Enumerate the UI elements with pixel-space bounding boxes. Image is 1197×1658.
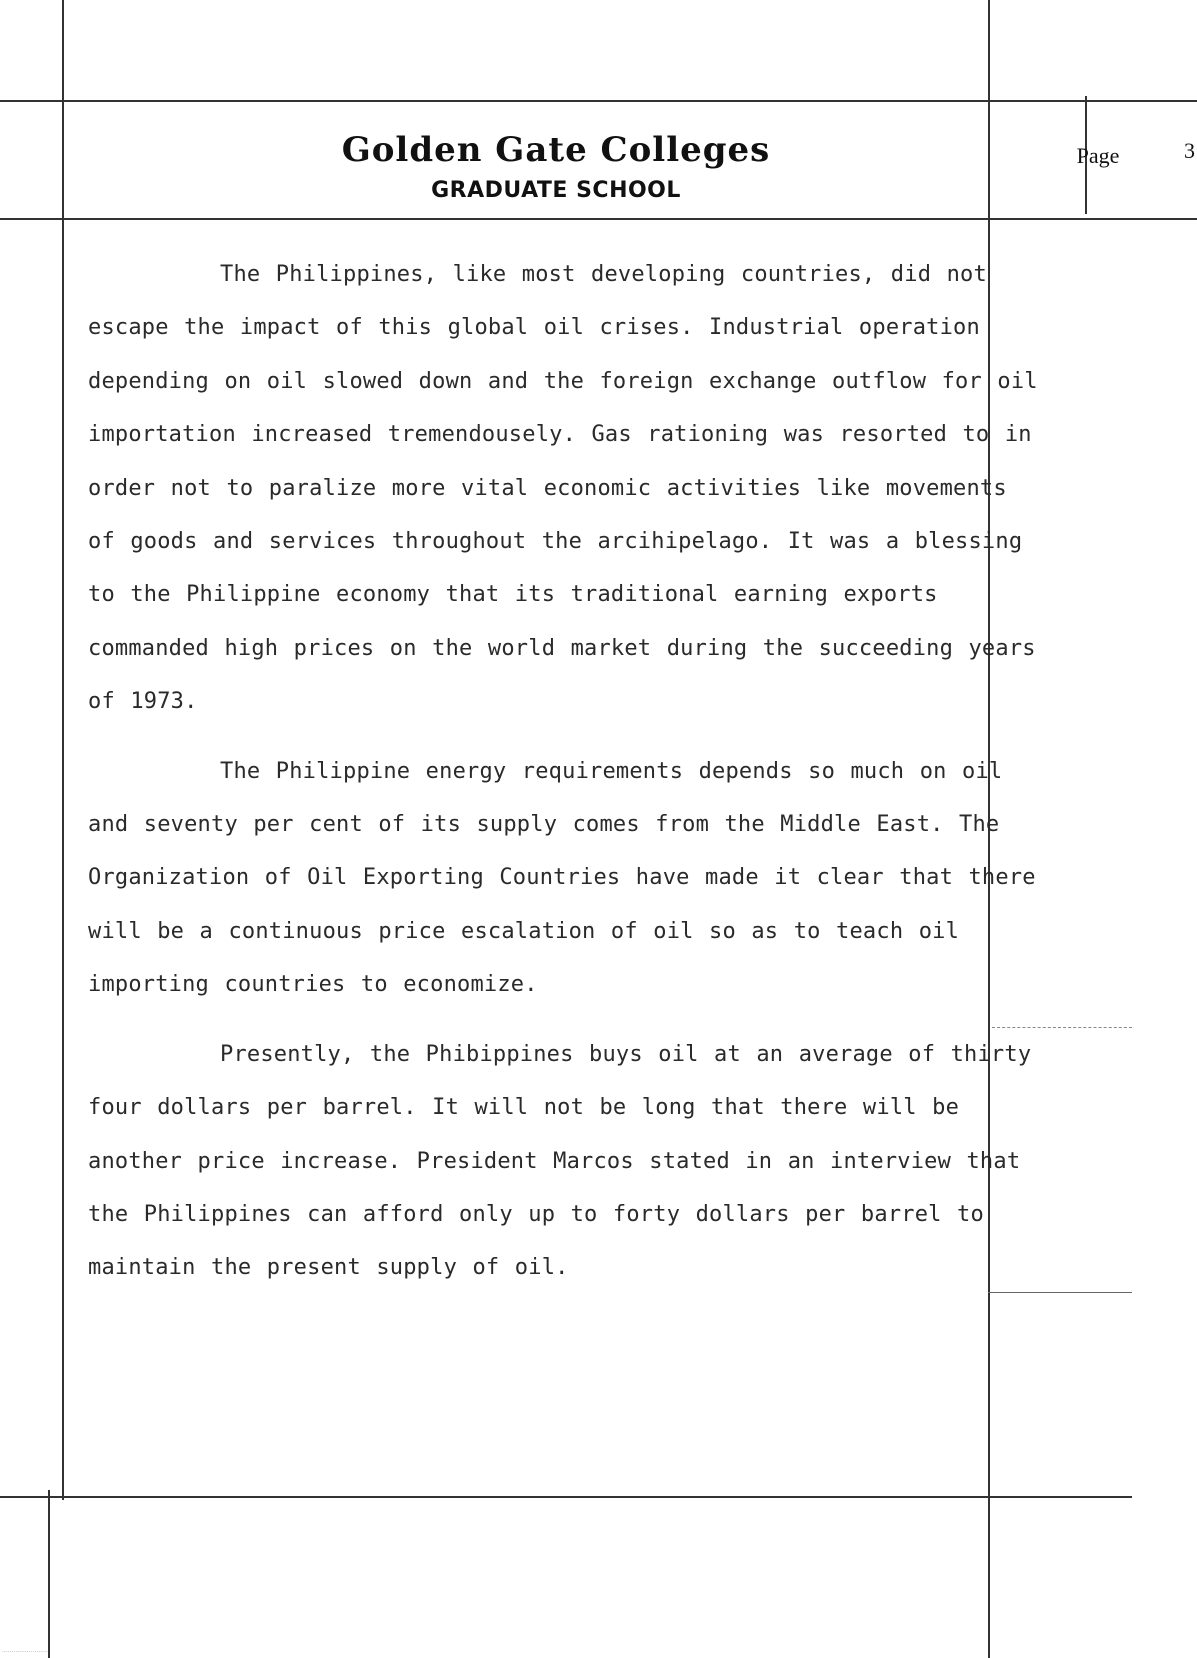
paragraph-1: The Philippines, like most developing countries, did not escape the impact of this global oil crises. Industrial operation depending on oil slowed down and the foreign exchange outflow for oil importation increased tremendousely. Gas rationing was resorted to in order not to paralize more vital economic activities like movements of goods and services throughout the arcihipelago. It was a blessing to the Philippine economy that its traditional earning exports commanded high prices on the world market during the succeeding years of 1973. — [88, 262, 1038, 715]
school-name: GRADUATE SCHOOL — [431, 178, 681, 203]
college-name: Golden Gate Colleges — [341, 130, 771, 170]
page-label: Page — [1076, 143, 1120, 168]
paragraph-2: The Philippine energy requirements depends so much on oil and seventy per cent of its supply comes from the Middle East. The Organization of Oil Exporting Countries have made it clear that there will be a continuous price escalation of oil so as to teach oil importing countries to economize. — [88, 758, 1036, 998]
body-text — [88, 248, 1048, 1311]
paragraph-3: Presently, the Phibippines buys oil at an average of thirty four dollars per barrel. It will not be long that there will be another price increase. President Marcos stated in an interview that the Philippines can afford only up to forty dollars per barrel to maintain the present supply of oil. — [88, 1041, 1032, 1281]
letterhead — [68, 102, 1044, 230]
footer-imprint: ........................ — [2, 1647, 48, 1654]
footer-rule — [0, 1496, 1132, 1498]
left-margin-rule-lower — [48, 1490, 50, 1658]
left-margin-rule — [62, 0, 64, 1500]
page-number: 3 — [1184, 138, 1195, 163]
